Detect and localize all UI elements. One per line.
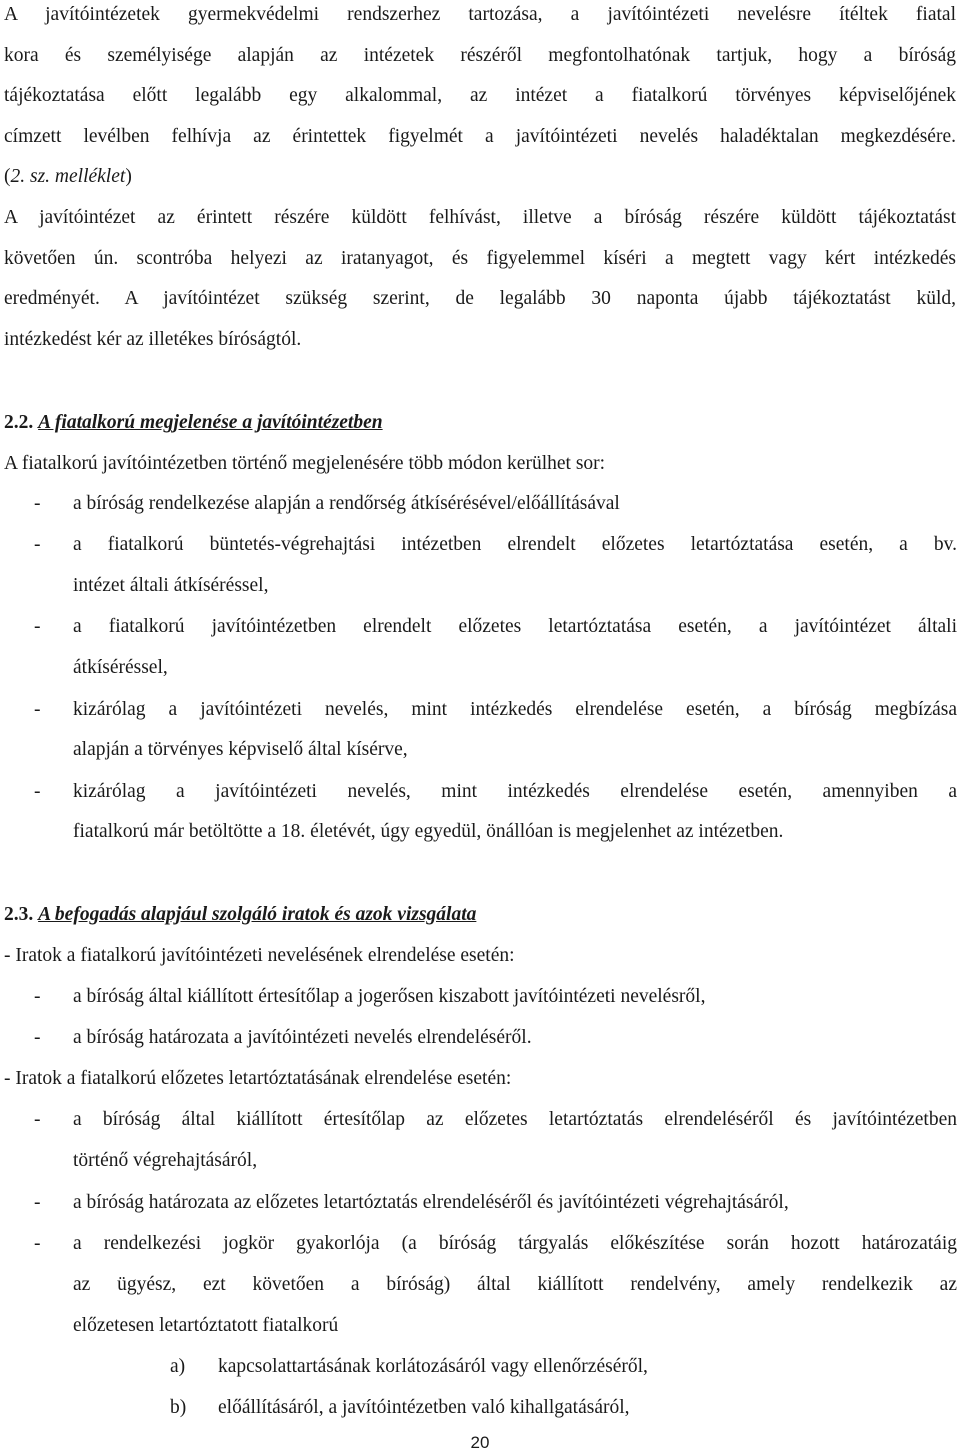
bullet-dash: - — [34, 534, 41, 555]
list-item: a bíróság által kiállított értesítőlap a jogerősen kiszabott javítóintézeti nevelésről, — [73, 986, 706, 1007]
bullet-dash: - — [34, 1192, 41, 1213]
paragraph-line: A javítóintézetek gyermekvédelmi rendszerhez tartozása, a javítóintézeti nevelésre ítéltek fiatal — [4, 4, 956, 25]
bullet-dash: - — [34, 1109, 41, 1130]
bullet-dash: - — [34, 699, 41, 720]
list-item-continuation: az ügyész, ezt követően a bíróság) által kiállított rendelvény, amely rendelkezik az — [73, 1274, 957, 1295]
bullet-dash: - — [34, 1027, 41, 1048]
bullet-dash: - — [34, 781, 41, 802]
list-item: a fiatalkorú büntetés-végrehajtási intézetben elrendelt előzetes letartóztatása esetén, a bv. — [73, 534, 957, 555]
bullet-dash: - — [34, 493, 41, 514]
list-item-continuation: intézet általi átkíséréssel, — [73, 575, 269, 596]
page-number: 20 — [470, 1433, 490, 1452]
paragraph-line: kora és személyisége alapján az intézetek részéről megfontolhatónak tartjuk, hogy a bíróság — [4, 45, 956, 66]
section-number: 2.3. — [4, 904, 34, 925]
sub-item-label: b) — [170, 1397, 187, 1418]
paragraph-line: intézkedést kér az illetékes bíróságtól. — [4, 329, 302, 350]
section-heading — [4, 410, 956, 436]
bullet-dash: - — [34, 616, 41, 637]
section-title: A fiatalkorú megjelenése a javítóintézetben — [38, 412, 383, 433]
list-item: a rendelkezési jogkör gyakorlója (a bíróság tárgyalás előkészítése során hozott határozatáig — [73, 1233, 957, 1254]
list-item: a bíróság határozata a javítóintézeti nevelés elrendeléséről. — [73, 1027, 532, 1048]
list-item: kizárólag a javítóintézeti nevelés, mint intézkedés elrendelése esetén, amennyiben a — [73, 781, 957, 802]
list-item-continuation: történő végrehajtásáról, — [73, 1150, 258, 1171]
paragraph-line: A javítóintézet az érintett részére küldött felhívást, illetve a bíróság részére küldött tájékoztatást — [4, 207, 956, 228]
section-number: 2.2. — [4, 412, 34, 433]
section-heading — [4, 902, 956, 928]
paragraph-line: címzett levélben felhívja az érintettek figyelmét a javítóintézeti nevelés haladéktalan megkezdésére. — [4, 126, 956, 147]
paragraph-line: A fiatalkorú javítóintézetben történő megjelenésére több módon kerülhet sor: — [4, 453, 606, 474]
annex-reference: (2. sz. melléklet) — [4, 166, 132, 187]
bullet-dash: - — [34, 1233, 41, 1254]
sub-item: előállításáról, a javítóintézetben való kihallgatásáról, — [218, 1397, 630, 1418]
list-item-continuation: átkíséréssel, — [73, 657, 168, 678]
list-item: a fiatalkorú javítóintézetben elrendelt előzetes letartóztatása esetén, a javítóintézet általi — [73, 616, 957, 637]
list-item: kizárólag a javítóintézeti nevelés, mint intézkedés elrendelése esetén, a bíróság megbízása — [73, 699, 957, 720]
section-title: A befogadás alapjául szolgáló iratok és azok vizsgálata — [38, 904, 477, 925]
list-item-continuation: fiatalkorú már betöltötte a 18. életévét, úgy egyedül, önállóan is megjelenhet az intézetben. — [73, 821, 784, 842]
list-item: a bíróság rendelkezése alapján a rendőrség átkísérésével/előállításával — [73, 493, 620, 514]
list-item-continuation: alapján a törvényes képviselő által kísérve, — [73, 739, 408, 760]
bullet-dash: - — [34, 986, 41, 1007]
group-heading: - Iratok a fiatalkorú javítóintézeti nevelésének elrendelése esetén: — [4, 945, 515, 966]
sub-item: kapcsolattartásának korlátozásáról vagy ellenőrzéséről, — [218, 1356, 648, 1377]
sub-item-label: a) — [170, 1356, 186, 1377]
paragraph-line: tájékoztatása előtt legalább egy alkalommal, az intézet a fiatalkorú törvényes képviselőjének — [4, 85, 956, 106]
list-item: a bíróság határozata az előzetes letartóztatás elrendeléséről és javítóintézeti végrehajtásáról, — [73, 1192, 789, 1213]
list-item: a bíróság által kiállított értesítőlap az előzetes letartóztatás elrendeléséről és javítóintézetben — [73, 1109, 957, 1130]
paragraph-line: követően ún. scontróba helyezi az iratanyagot, és figyelemmel kíséri a megtett vagy kért intézkedés — [4, 248, 956, 269]
list-item-continuation: előzetesen letartóztatott fiatalkorú — [73, 1315, 339, 1336]
group-heading: - Iratok a fiatalkorú előzetes letartóztatásának elrendelése esetén: — [4, 1068, 512, 1089]
paragraph-line: eredményét. A javítóintézet szükség szerint, de legalább 30 naponta újabb tájékoztatást küld, — [4, 288, 956, 309]
